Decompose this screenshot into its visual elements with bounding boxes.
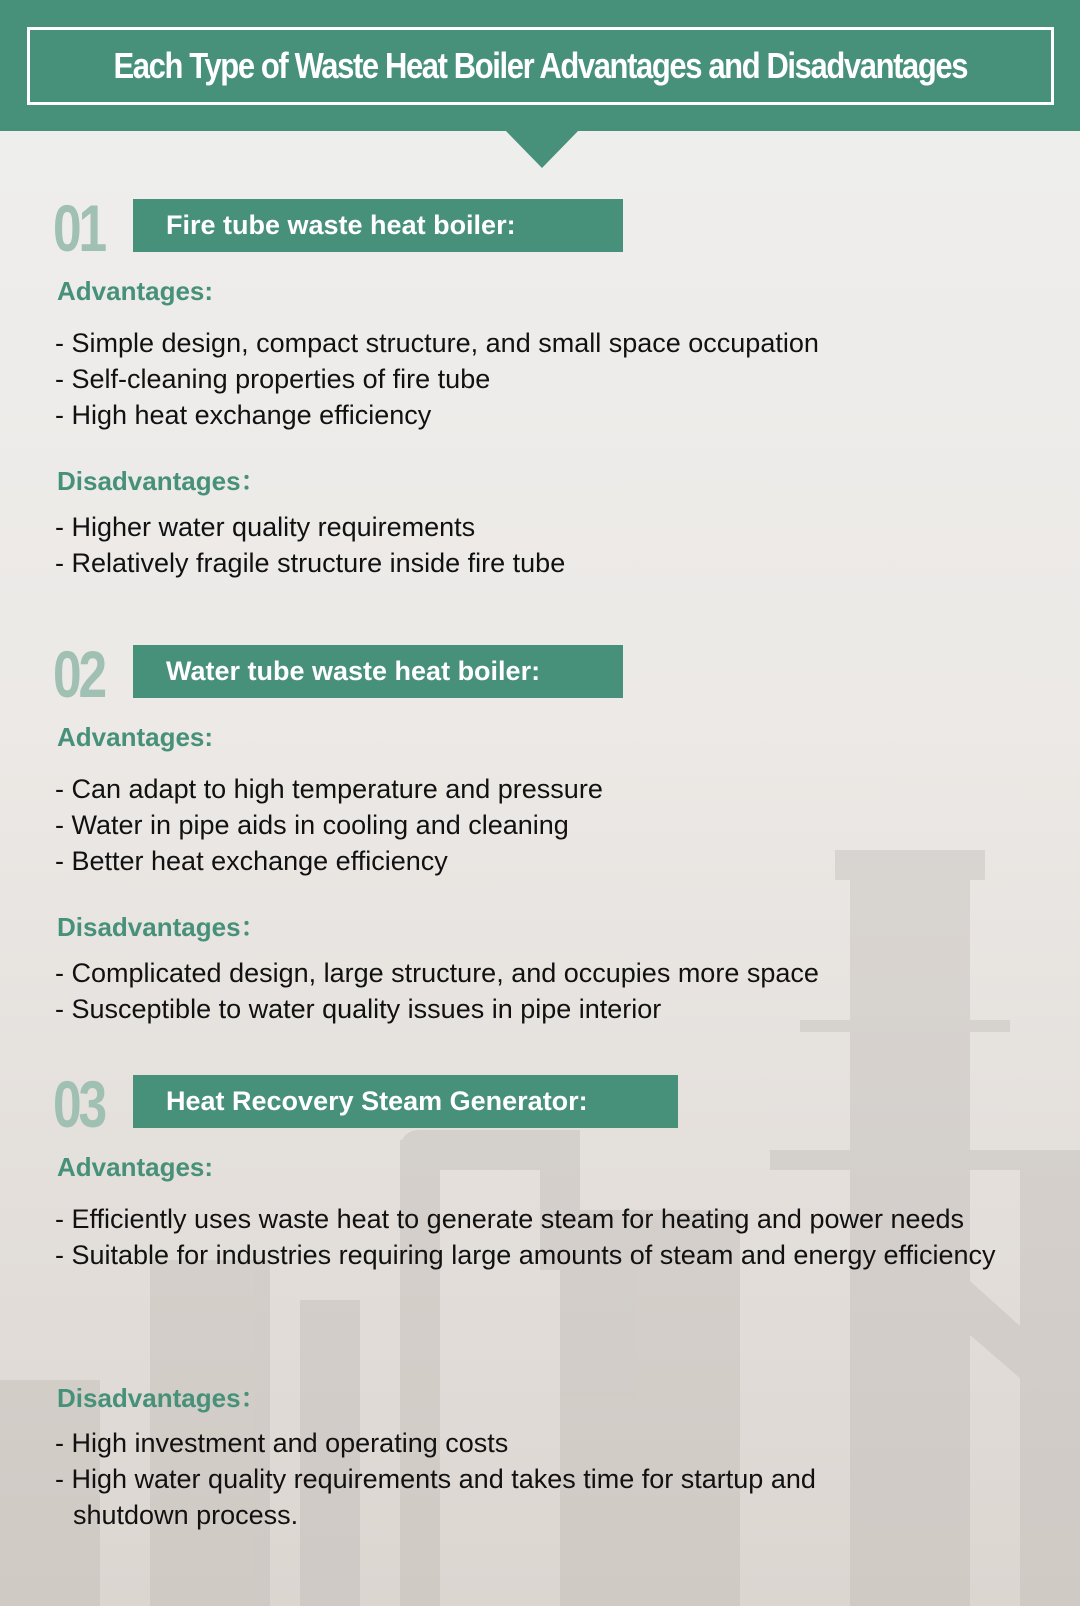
section-title-bar: Water tube waste heat boiler: xyxy=(133,645,623,698)
list-item: - Susceptible to water quality issues in pipe interior xyxy=(55,994,662,1024)
page-header xyxy=(0,0,1080,131)
disadvantages-list xyxy=(55,1425,925,1533)
disadvantages-label: Disadvantages： xyxy=(57,1383,267,1413)
list-item: - High water quality requirements and takes time for startup and shutdown process. xyxy=(55,1464,824,1530)
list-item: - Water in pipe aids in cooling and cleaning xyxy=(55,810,569,840)
header-title-frame xyxy=(27,27,1054,105)
section-number: 01 xyxy=(53,191,105,265)
advantages-label: Advantages: xyxy=(57,276,214,306)
section-number: 03 xyxy=(53,1067,105,1141)
page-title: Each Type of Waste Heat Boiler Advantages and Disadvantages xyxy=(113,45,968,86)
section-title-bar: Heat Recovery Steam Generator: xyxy=(133,1075,678,1128)
list-item: - Higher water quality requirements xyxy=(55,512,476,542)
disadvantages-label: Disadvantages： xyxy=(57,912,267,942)
disadvantages-list xyxy=(55,509,565,581)
advantages-list xyxy=(55,771,603,879)
list-item: - Self-cleaning properties of fire tube xyxy=(55,364,491,394)
header-pointer-triangle xyxy=(505,130,579,168)
disadvantages-label: Disadvantages： xyxy=(57,466,267,496)
list-item: - Better heat exchange efficiency xyxy=(55,846,448,876)
advantages-list xyxy=(55,1201,1005,1273)
disadvantages-list xyxy=(55,955,819,1027)
list-item: - Efficiently uses waste heat to generate steam for heating and power needs xyxy=(55,1204,965,1234)
list-item: - Simple design, compact structure, and small space occupation xyxy=(55,328,819,358)
list-item: - Relatively fragile structure inside fire tube xyxy=(55,548,566,578)
section-title-bar: Fire tube waste heat boiler: xyxy=(133,199,623,252)
list-item: - Can adapt to high temperature and pressure xyxy=(55,774,603,804)
list-item: - Complicated design, large structure, and occupies more space xyxy=(55,958,819,988)
advantages-label: Advantages: xyxy=(57,722,214,752)
advantages-label: Advantages: xyxy=(57,1152,214,1182)
advantages-list xyxy=(55,325,819,433)
list-item: - High heat exchange efficiency xyxy=(55,400,432,430)
list-item: - Suitable for industries requiring large amounts of steam and energy efficiency xyxy=(55,1240,996,1270)
section-number: 02 xyxy=(53,637,105,711)
list-item: - High investment and operating costs xyxy=(55,1428,509,1458)
